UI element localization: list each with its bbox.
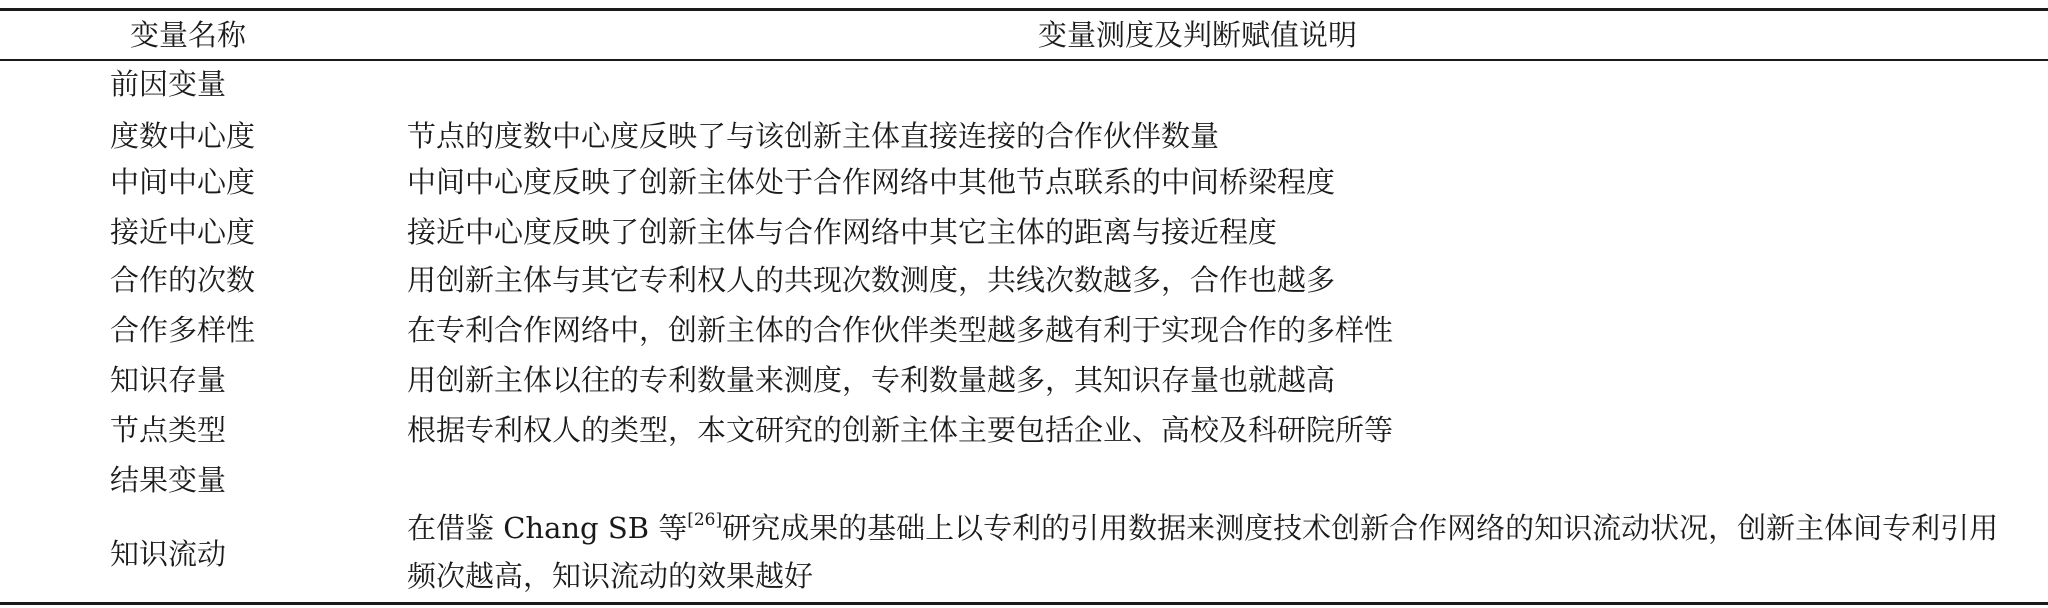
variable-desc-cell: 节点的度数中心度反映了与该创新主体直接连接的合作伙伴数量 — [407, 119, 1220, 153]
header-variable-measure: 变量测度及判断赋值说明 — [1038, 18, 1358, 52]
variable-desc-cell — [407, 504, 2027, 600]
variable-desc-cell: 中间中心度反映了创新主体处于合作网络中其他节点联系的中间桥梁程度 — [407, 165, 1336, 199]
variable-desc-cell: 用创新主体与其它专利权人的共现次数测度，共线次数越多，合作也越多 — [407, 263, 1336, 297]
variable-desc-cell: 在专利合作网络中，创新主体的合作伙伴类型越多越有利于实现合作的多样性 — [407, 313, 1394, 347]
variable-name-cell: 合作的次数 — [110, 263, 256, 297]
variable-name-cell: 中间中心度 — [110, 165, 256, 199]
variable-name-cell: 前因变量 — [110, 67, 227, 101]
table-row-knowledge-flow — [0, 504, 2048, 600]
header-variable-name: 变量名称 — [130, 18, 247, 52]
variable-name-cell: 节点类型 — [110, 413, 227, 447]
variable-desc-cell: 接近中心度反映了创新主体与合作网络中其它主体的距离与接近程度 — [407, 215, 1278, 249]
variable-name-cell: 合作多样性 — [110, 313, 256, 347]
desc-text-after-ref: 研究成果的基础上以专利的引用数据来测度技术创新合作网络的知识流动状况，创新主体间专利引用频次越高，知识流动的效果越好 — [407, 511, 1999, 593]
reference-marker: [26] — [687, 510, 723, 530]
desc-text-before-ref: 在借鉴 Chang SB 等 — [407, 511, 688, 545]
variable-desc-cell: 根据专利权人的类型，本文研究的创新主体主要包括企业、高校及科研院所等 — [407, 413, 1394, 447]
table-bottom-rule — [0, 602, 2048, 605]
variable-name-cell: 结果变量 — [110, 463, 227, 497]
variable-name-cell: 接近中心度 — [110, 215, 256, 249]
variable-name-cell: 度数中心度 — [110, 119, 256, 153]
table-header-rule — [0, 59, 2048, 61]
variable-name-cell: 知识存量 — [110, 363, 227, 397]
table-top-rule — [0, 8, 2048, 11]
variable-name-cell: 知识流动 — [110, 537, 227, 571]
variable-desc-cell: 用创新主体以往的专利数量来测度，专利数量越多，其知识存量也就越高 — [407, 363, 1336, 397]
